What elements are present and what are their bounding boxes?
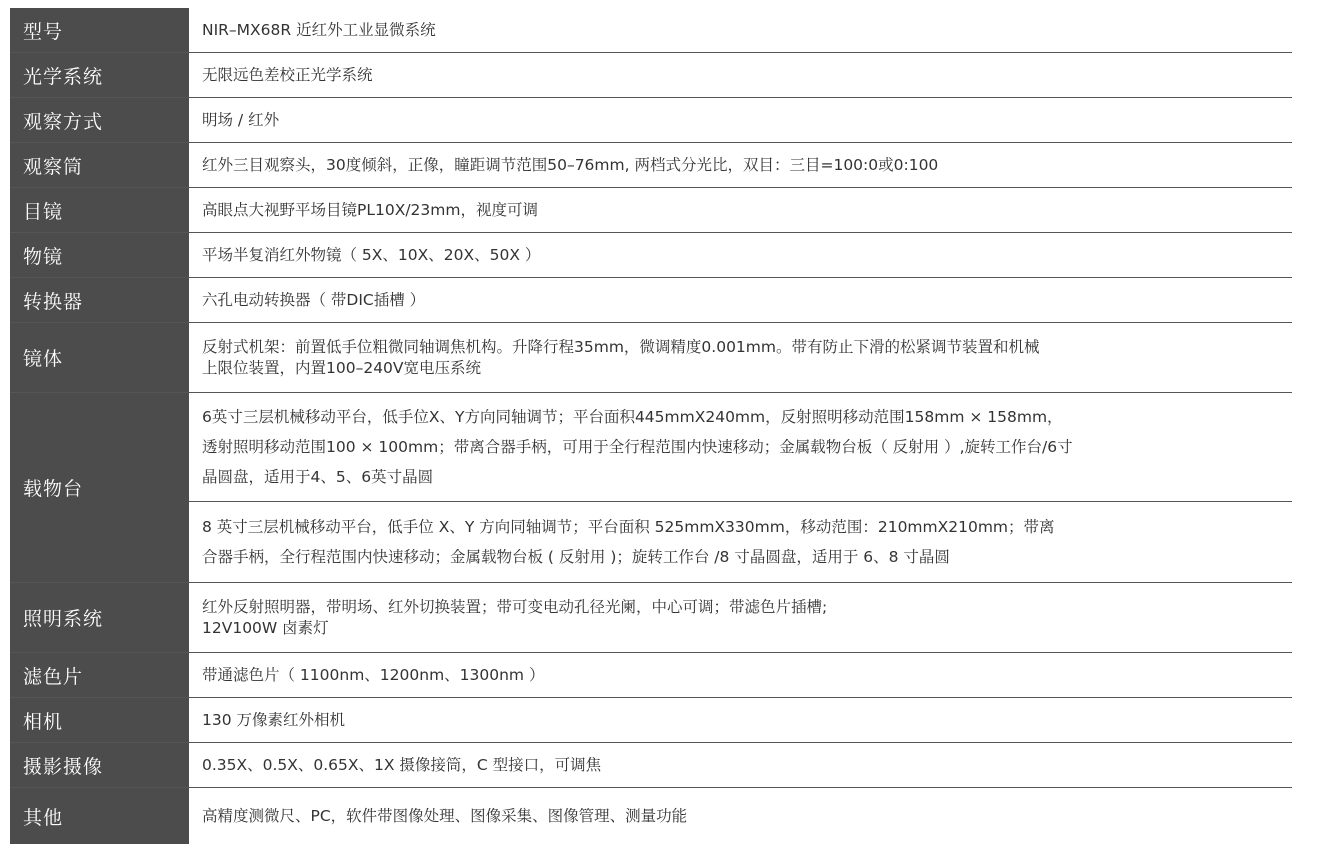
table-row: [10, 188, 1292, 233]
row-label: 观察方式: [10, 98, 189, 142]
row-label: 摄影摄像: [10, 743, 189, 787]
row-value: [189, 53, 1292, 97]
stage-option-8inch: [189, 501, 1292, 582]
value-line: 合器手柄，全行程范围内快速移动；金属载物台板 ( 反射用 )；旋转工作台 /8 寸晶圆盘，适用于 6、8 寸晶圆: [202, 548, 950, 566]
value-line: 晶圆盘，适用于4、5、6英寸晶圆: [202, 468, 434, 486]
table-row: [10, 698, 1292, 743]
value-line: 红外反射照明器，带明场、红外切换装置；带可变电动孔径光阑，中心可调；带滤色片插槽;: [202, 597, 828, 616]
row-value: [189, 698, 1292, 742]
row-label: 载物台: [10, 393, 189, 582]
value-line: 130 万像素红外相机: [202, 710, 346, 729]
value-line: 8 英寸三层机械移动平台，低手位 X、Y 方向同轴调节；平台面积 525mmX330mm，移动范围：210mmX210mm；带离: [202, 518, 1055, 536]
row-value: [189, 143, 1292, 187]
table-row: [10, 98, 1292, 143]
value-line: 红外三目观察头，30度倾斜，正像，瞳距调节范围50–76mm, 两档式分光比，双目：三目=100:0或0:100: [202, 155, 939, 174]
row-label: 相机: [10, 698, 189, 742]
value-line: 0.35X、0.5X、0.65X、1X 摄像接筒，C 型接口，可调焦: [202, 755, 602, 774]
table-row: [10, 323, 1292, 393]
table-row: [10, 278, 1292, 323]
table-row: [10, 143, 1292, 188]
value-line: 6英寸三层机械移动平台，低手位X、Y方向同轴调节；平台面积445mmX240mm，反射照明移动范围158mm × 158mm，: [202, 408, 1063, 426]
value-line: 透射照明移动范围100 × 100mm；带离合器手柄，可用于全行程范围内快速移动；金属载物台板（ 反射用 ）,旋转工作台/6寸: [202, 438, 1073, 456]
row-label: 目镜: [10, 188, 189, 232]
value-line: 六孔电动转换器（ 带DIC插槽 ）: [202, 290, 426, 309]
value-line: NIR–MX68R 近红外工业显微系统: [202, 20, 436, 39]
stage-option-6inch: [189, 393, 1292, 501]
row-label: 型号: [10, 8, 189, 52]
row-value: [189, 233, 1292, 277]
row-value: [189, 188, 1292, 232]
row-value: [189, 788, 1292, 844]
table-row: [10, 53, 1292, 98]
value-line: 高眼点大视野平场目镜PL10X/23mm，视度可调: [202, 200, 538, 219]
spec-table: [10, 8, 1292, 844]
table-row: [10, 8, 1292, 53]
row-label: 光学系统: [10, 53, 189, 97]
table-row: [10, 583, 1292, 653]
row-label: 滤色片: [10, 653, 189, 697]
value-line: 带通滤色片（ 1100nm、1200nm、1300nm ）: [202, 665, 545, 684]
value-line: 无限远色差校正光学系统: [202, 65, 373, 84]
row-value: [189, 98, 1292, 142]
row-value: [189, 583, 1292, 652]
value-line: 12V100W 卤素灯: [202, 618, 329, 637]
row-label: 镜体: [10, 323, 189, 392]
row-value: [189, 653, 1292, 697]
table-row: [10, 393, 1292, 583]
value-line: 明场 / 红外: [202, 110, 280, 129]
row-label: 观察筒: [10, 143, 189, 187]
row-label: 物镜: [10, 233, 189, 277]
row-value: [189, 323, 1292, 392]
value-line: 平场半复消红外物镜（ 5X、10X、20X、50X ）: [202, 245, 541, 264]
row-label: 照明系统: [10, 583, 189, 652]
row-label: 其他: [10, 788, 189, 844]
row-value: [189, 743, 1292, 787]
row-value: [189, 8, 1292, 52]
row-value: [189, 393, 1292, 582]
value-line: 上限位装置，内置100–240V宽电压系统: [202, 358, 482, 377]
row-label: 转换器: [10, 278, 189, 322]
table-row: [10, 653, 1292, 698]
value-line: 高精度测微尺、PC，软件带图像处理、图像采集、图像管理、测量功能: [202, 806, 688, 825]
table-row: [10, 233, 1292, 278]
value-line: 反射式机架：前置低手位粗微同轴调焦机构。升降行程35mm，微调精度0.001mm。带有防止下滑的松紧调节装置和机械: [202, 337, 1040, 356]
table-row: [10, 788, 1292, 844]
table-row: [10, 743, 1292, 788]
row-value: [189, 278, 1292, 322]
